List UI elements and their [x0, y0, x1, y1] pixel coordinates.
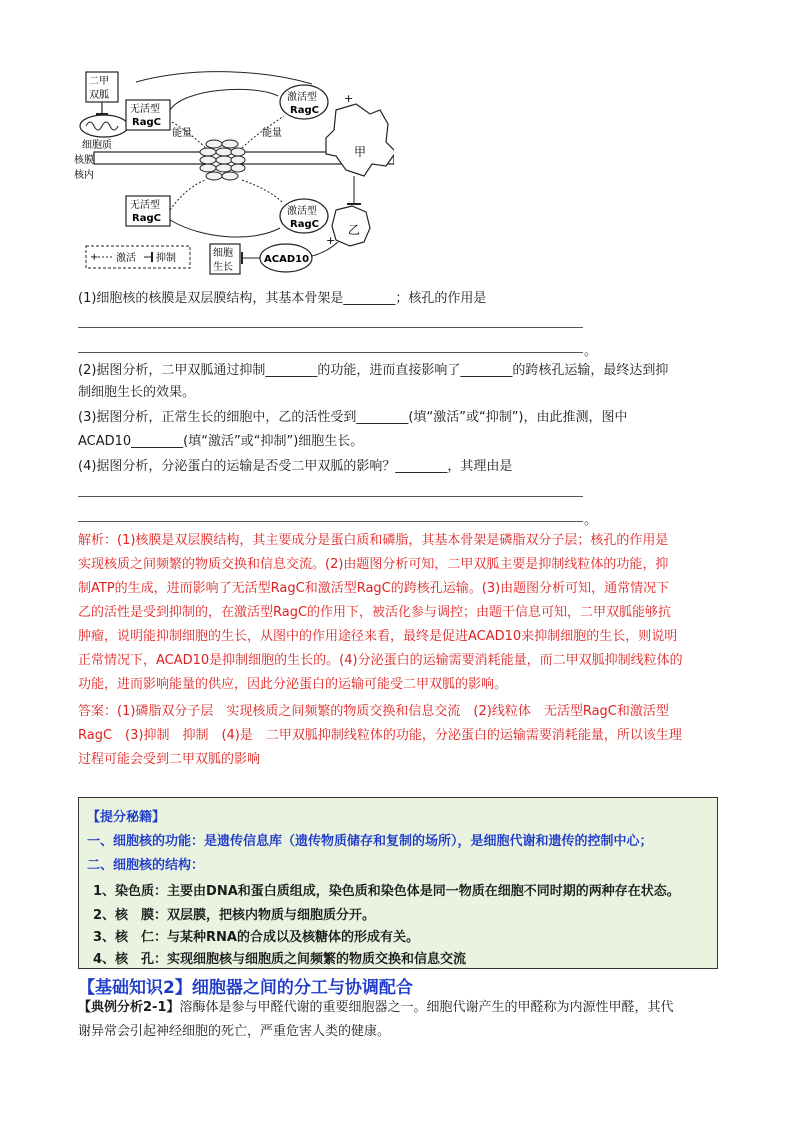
ragc-pathway-diagram [74, 70, 394, 280]
active-ragc-top-1: 激活型 [287, 92, 317, 103]
tips-sub-2: 2、核 膜：双层膜，把核内物质与细胞质分开。 [93, 908, 376, 923]
active-ragc-top-2: RagC [290, 105, 319, 116]
legend-inhibit: 抑制 [156, 253, 176, 264]
question-3a: (3)据图分析，正常生长的细胞中，乙的活性受到________(填“激活”或“抑制”)，由此推测，图中 [78, 410, 628, 425]
inactive-ragc-bottom-2: RagC [132, 213, 161, 224]
analysis-line: 乙的活性是受到抑制的，在激活型RagC的作用下，被活化参与调控；由题干信息可知，二甲双胍能够抗 [78, 605, 672, 620]
analysis-line: 功能，进而影响能量的供应，因此分泌蛋白的运输可能受二甲双胍的影响。 [78, 677, 508, 692]
question-2a: (2)据图分析，二甲双胍通过抑制________的功能，进而直接影响了________的跨核孔运输，最终达到抑 [78, 363, 669, 378]
acad10-label: ACAD10 [264, 254, 310, 265]
answer-line [78, 352, 583, 353]
inactive-ragc-top-1: 无活型 [130, 104, 160, 115]
example-text-1: 溶酶体是参与甲醛代谢的重要细胞器之一。细胞代谢产生的甲醛称为内源性甲醛，其代 [179, 1000, 674, 1015]
jia-shape [326, 104, 394, 176]
energy-right-label: 能量 [262, 128, 282, 139]
section-heading: 【基础知识2】细胞器之间的分工与协调配合 [78, 978, 413, 998]
period-mark: 。 [584, 513, 598, 528]
drug-label-1: 二甲 [89, 76, 109, 87]
cell-growth-2: 生长 [213, 262, 233, 273]
inactive-ragc-top-2: RagC [132, 117, 161, 128]
tips-sub-1: 1、染色质：主要由DNA和蛋白质组成，染色质和染色体是同一物质在细胞不同时期的两种存在状态。 [93, 884, 680, 899]
analysis-line: 制ATP的生成，进而影响了无活型RagC和激活型RagC的跨核孔运输。(3)由题图分析可知，通常情况下 [78, 581, 670, 596]
example-label: 【典例分析2-1】 [78, 1000, 180, 1015]
question-4: (4)据图分析，分泌蛋白的运输是否受二甲双胍的影响？________，其理由是 [78, 459, 513, 474]
answer-line-text: 答案：(1)磷脂双分子层 实现核质之间频繁的物质交换和信息交流 (2)线粒体 无活型RagC和激活型 [78, 704, 669, 719]
question-2b: 制细胞生长的效果。 [78, 385, 196, 400]
answer-line [78, 496, 583, 497]
energy-left-label: 能量 [172, 128, 192, 139]
legend-plus: + [90, 252, 99, 263]
question-3b: ACAD10________(填“激活”或“抑制”)细胞生长。 [78, 434, 364, 449]
tips-sub-4: 4、核 孔：实现细胞核与细胞质之间频繁的物质交换和信息交流 [93, 952, 467, 967]
cytoplasm-label: 细胞质 [82, 140, 112, 151]
tips-item-1: 一、细胞核的功能：是遗传信息库（遗传物质储存和复制的场所），是细胞代谢和遗传的控制中心； [87, 834, 653, 849]
jia-label: 甲 [354, 145, 367, 159]
nuclear-pore-icon [200, 140, 245, 180]
analysis-line: 解析：(1)核膜是双层膜结构，其主要成分是蛋白质和磷脂，其基本骨架是磷脂双分子层；核孔的作用是 [78, 533, 669, 548]
active-ragc-bottom-2: RagC [290, 219, 319, 230]
answer-line-text: 过程可能会受到二甲双胍的影响 [78, 752, 261, 767]
plus-bottom: + [326, 234, 336, 247]
mitochondrion-icon [80, 115, 128, 137]
answer-line [78, 327, 583, 328]
answer-line-text: RagC (3)抑制 抑制 (4)是 二甲双胍抑制线粒体的功能，分泌蛋白的运输需要消耗能量，所以该生理 [78, 728, 682, 743]
tips-title: 【提分秘籍】 [87, 810, 166, 825]
inactive-ragc-bottom-1: 无活型 [130, 200, 160, 211]
analysis-line: 正常情况下，ACAD10是抑制细胞的生长的。(4)分泌蛋白的运输需要消耗能量，而二甲双胍抑制线粒体的 [78, 653, 683, 668]
nuclear-envelope-label: 核膜 [74, 155, 94, 166]
analysis-line: 实现核质之间频繁的物质交换和信息交流。(2)由题图分析可知，二甲双胍主要是抑制线粒体的功能，抑 [78, 557, 669, 572]
example-text-2: 谢异常会引起神经细胞的死亡，严重危害人类的健康。 [78, 1024, 391, 1039]
tips-item-2: 二、细胞核的结构： [87, 858, 205, 873]
answer-line [78, 521, 583, 522]
period-mark: 。 [584, 344, 598, 359]
active-ragc-bottom-1: 激活型 [287, 206, 317, 217]
yi-label: 乙 [348, 223, 361, 237]
nucleus-inside-label: 核内 [74, 170, 94, 181]
drug-label-2: 双胍 [89, 90, 109, 101]
legend-activate: 激活 [116, 253, 136, 264]
tips-box [78, 797, 718, 969]
example-line-1 [78, 998, 674, 1018]
plus-top: + [344, 92, 354, 105]
cell-growth-1: 细胞 [213, 248, 233, 259]
question-1: (1)细胞核的核膜是双层膜结构，其基本骨架是________；核孔的作用是 [78, 291, 487, 306]
analysis-line: 肿瘤，说明能抑制细胞的生长，从图中的作用途径来看，最终是促进ACAD10来抑制细胞的生长，则说明 [78, 629, 678, 644]
tips-sub-3: 3、核 仁：与某种RNA的合成以及核糖体的形成有关。 [93, 930, 419, 945]
